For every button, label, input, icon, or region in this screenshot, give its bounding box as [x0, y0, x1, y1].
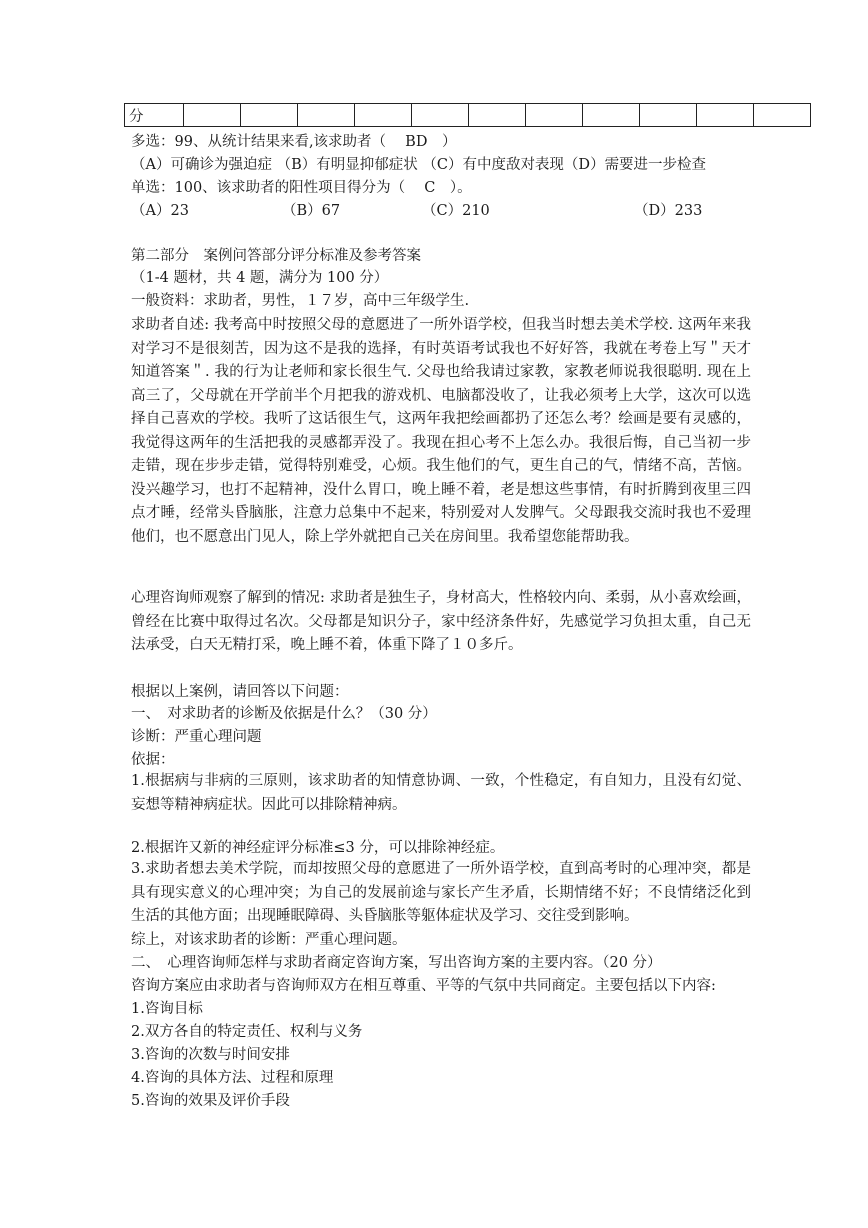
- question-100-stem: 单选：100、该求助者的阳性项目得分为（ C ）。: [131, 180, 472, 196]
- section-subtitle: （1-4 题材，共 4 题，满分为 100 分）: [131, 270, 389, 286]
- table-cell: [640, 104, 697, 127]
- table-cell: [241, 104, 298, 127]
- question-99-options: （A）可确诊为强迫症 （B）有明显抑郁症状 （C）有中度敌对表现（D）需要进一步检查: [131, 157, 707, 173]
- self-report-paragraph: 求助者自述: 我考高中时按照父母的意愿进了一所外语学校，但我当时想去美术学校. 这两年来我对学习不是很刻苦，因为这不是我的选择，有时英语考试我也不好好答，我就在考卷上写＂天才知道答案＂. 我的行为让老师和家长很生气. 父母也给我请过家教，家教老师说我很聪明. 现在上高三了，父母就在开学前半个月把我的游戏机、电脑都没收了，让我必须考上大学，这次可以选择自己喜欢的学校。我听了这话很生气，这两年我把绘画都扔了还怎么考？绘画是要有灵感的，我觉得这两年的生活把我的灵感都弄没了。我现在担心考不上怎么办。我很后悔，自己当初一步走错，现在步步走错，觉得特别难受，心烦。我生他们的气，更生自己的气，情绪不高，苦恼。没兴趣学习，也打不起精神，没什么胃口，晚上睡不着，老是想这些事情，有时折腾到夜里三四点才睡，经常头昏脑胀，注意力总集中不起来，特别爱对人发脾气。父母跟我交流时我也不爱理他们，也不愿意出门见人，除上学外就把自己关在房间里。我希望您能帮助我。: [131, 317, 751, 545]
- table-row: [125, 104, 811, 127]
- question-1: 一、 对求助者的诊断及依据是什么？（30 分）: [131, 706, 437, 722]
- list-item: 5.咨询的效果及评价手段: [131, 1093, 290, 1109]
- score-table: [124, 103, 811, 127]
- table-cell-label: 分: [125, 104, 184, 127]
- question-100-option-a: （A）23: [131, 203, 189, 219]
- general-info: 一般资料：求助者，男性，１７岁，高中三年级学生.: [131, 293, 470, 309]
- observation-paragraph: 心理咨询师观察了解到的情况: 求助者是独生子，身材高大，性格较内向、柔弱，从小喜欢绘画，曾经在比赛中取得过名次。父母都是知识分子，家中经济条件好，先感觉学习负担太重，自己无法承受，白天无精打采，晚上睡不着，体重下降了１０多斤。: [131, 590, 751, 653]
- question-2: 二、 心理咨询师怎样与求助者商定咨询方案，写出咨询方案的主要内容。（20 分）: [131, 955, 662, 971]
- question-99-stem: 多选：99、从统计结果来看,该求助者（ BD ）: [131, 134, 457, 150]
- table-cell: [184, 104, 241, 127]
- questions-prompt: 根据以上案例，请回答以下问题：: [131, 684, 349, 700]
- table-cell: [469, 104, 526, 127]
- section-title: 第二部分 案例问答部分评分标准及参考答案: [131, 248, 421, 264]
- question-100-option-b: （B）67: [282, 203, 341, 219]
- diagnosis: 诊断：严重心理问题: [131, 729, 262, 745]
- conclusion: 综上，对该求助者的诊断：严重心理问题。: [131, 932, 407, 948]
- list-item: 1.咨询目标: [131, 1001, 203, 1017]
- table-cell: [754, 104, 811, 127]
- question-100-option-d: （D）233: [634, 203, 703, 219]
- basis-2: 2.根据许又新的神经症评分标准≤3 分，可以排除神经症。: [131, 840, 505, 856]
- table-cell: [583, 104, 640, 127]
- question-100-option-c: （C）210: [422, 203, 490, 219]
- basis-3: 3.求助者想去美术学院，而却按照父母的意愿进了一所外语学校，直到高考时的心理冲突，都是具有现实意义的心理冲突；为自己的发展前途与家长产生矛盾，长期情绪不好；不良情绪泛化到生活的其他方面；出现睡眠障碍、头昏脑胀等躯体症状及学习、交往受到影响。: [131, 861, 751, 924]
- table-cell: [526, 104, 583, 127]
- basis-1: 1.根据病与非病的三原则，该求助者的知情意协调、一致，个性稳定，有自知力，且没有幻觉、妄想等精神病症状。因此可以排除精神病。: [131, 773, 751, 813]
- list-item: 2.双方各自的特定责任、权利与义务: [131, 1024, 363, 1040]
- list-item: 4.咨询的具体方法、过程和原理: [131, 1070, 334, 1086]
- table-cell: [355, 104, 412, 127]
- basis-label: 依据：: [131, 752, 175, 768]
- question-2-intro: 咨询方案应由求助者与咨询师双方在相互尊重、平等的气氛中共同商定。主要包括以下内容:: [131, 978, 716, 994]
- table-cell: [697, 104, 754, 127]
- table-cell: [412, 104, 469, 127]
- list-item: 3.咨询的次数与时间安排: [131, 1047, 290, 1063]
- table-cell: [298, 104, 355, 127]
